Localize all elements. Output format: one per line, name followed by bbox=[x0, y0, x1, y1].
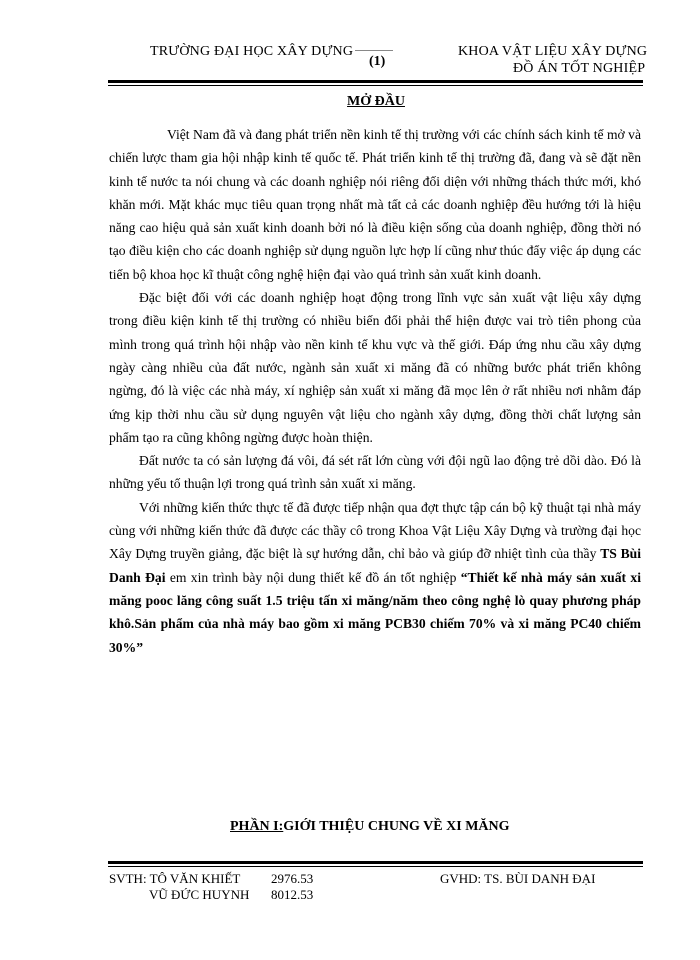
page-title: MỞ ĐẦU bbox=[347, 94, 405, 109]
section-label: PHẦN I: bbox=[230, 819, 284, 834]
footer-student-2: VŨ ĐỨC HUYNH bbox=[149, 887, 250, 902]
page-number-divider bbox=[355, 50, 393, 51]
header-rule-thick bbox=[108, 80, 643, 83]
paragraph-1: Việt Nam đã và đang phát triển nền kinh tế thị trường với các chính sách kinh tế mở và chiến lược tham gia hội nhập kinh tế quốc tế. Phát triển kinh tế thị trường đã, đang và sẽ đặt nền kinh tế nước ta nói chung và các doanh nghiệp nói riêng đối diện với những thách thức mới, khó khăn mới. Mặt khác mục tiêu quan trọng nhất mà tất cả các doanh nghiệp đều hướng tới là hiệu năng cao hiệu quả sản xuất kinh doanh bởi nó là điều kiện sống của doanh nghiệp, đồng thời nó tạo điều kiện cho các doanh nghiệp sử dụng nguồn lực hợp lí cũng như thúc đẩy việc áp dụng các tiến bộ khoa học kĩ thuật công nghệ hiện đại vào quá trình sản xuất kinh doanh. bbox=[109, 127, 641, 282]
header-faculty: KHOA VẬT LIỆU XÂY DỰNG bbox=[458, 44, 648, 59]
teacher-name: TS Bùi Danh Đại bbox=[109, 546, 642, 585]
footer-supervisor: GVHD: TS. BÙI DANH ĐẠI bbox=[440, 871, 596, 886]
header-university: TRƯỜNG ĐẠI HỌC XÂY DỰNG bbox=[150, 44, 354, 59]
paragraph-4-intro: Với những kiến thức thực tế đã được tiếp nhận qua đợt thực tập cán bộ kỹ thuật tại nhà máy cùng với những kiến thức đã được các thầy cô trong Khoa Vật Liệu Xây Dựng và trường đại học Xây Dựng truyền giảng, đặc biệt là sự hướng dẫn, chỉ bảo và giúp đỡ nhiệt tình của thầy bbox=[109, 499, 641, 562]
page-number: (1) bbox=[369, 54, 386, 69]
paragraph-4 bbox=[109, 496, 641, 659]
footer-student-1-id: 2976.53 bbox=[271, 871, 314, 886]
footer-student-2-id: 8012.53 bbox=[271, 887, 314, 902]
thesis-title: “Thiết kế nhà máy sản xuất xi măng pooc lăng công suất 1.5 triệu tấn xi măng/năm theo công nghệ lò quay phương pháp khô.Sản phẩm của nhà máy bao gồm xi măng PCB30 chiếm 70% và xi măng PC40 chiếm 30%” bbox=[109, 569, 641, 655]
page-header bbox=[0, 0, 700, 80]
footer-student-1: SVTH: TÔ VĂN KHIẾT bbox=[109, 871, 241, 886]
section-heading bbox=[230, 819, 510, 835]
paragraph-4-middle: em xin trình bày nội dung thiết kế đồ án tốt nghiệp bbox=[165, 569, 461, 585]
paragraph-2: Đặc biệt đối với các doanh nghiệp hoạt động trong lĩnh vực sản xuất vật liệu xây dựng trong điều kiện kinh tế thị trường có nhiều biến đổi phải thể hiện được vai trò tiên phong của mình trong quá trình hội nhập vào nền kinh tế khu vực và thế giới. Đáp ứng nhu cầu xây dựng ngày càng nhiều của đất nước, ngành sản xuất xi măng đã có những bước phát triển không ngừng, đó là việc các nhà máy, xí nghiệp sản xuất xi măng đã mọc lên ở rất nhiều nơi nhằm đáp ứng kịp thời nhu cầu sử dụng nguyên vật liệu cho ngành xây dựng, đồng thời chất lượng sản phẩm tạo ra cũng không ngừng được hoàn thiện. bbox=[109, 290, 641, 445]
footer-rule-thick bbox=[108, 861, 643, 864]
document-body bbox=[109, 123, 641, 659]
header-document-type: ĐỒ ÁN TỐT NGHIỆP bbox=[513, 61, 646, 76]
paragraph-3: Đất nước ta có sản lượng đá vôi, đá sét rất lớn cùng với đội ngũ lao động trẻ dồi dào. Đó là những yếu tố thuận lợi trong quá trình sản xuất xi măng. bbox=[109, 453, 641, 492]
section-title: GIỚI THIỆU CHUNG VỀ XI MĂNG bbox=[283, 819, 510, 834]
header-rule-thin bbox=[108, 85, 643, 86]
footer-rule-thin bbox=[108, 866, 643, 867]
